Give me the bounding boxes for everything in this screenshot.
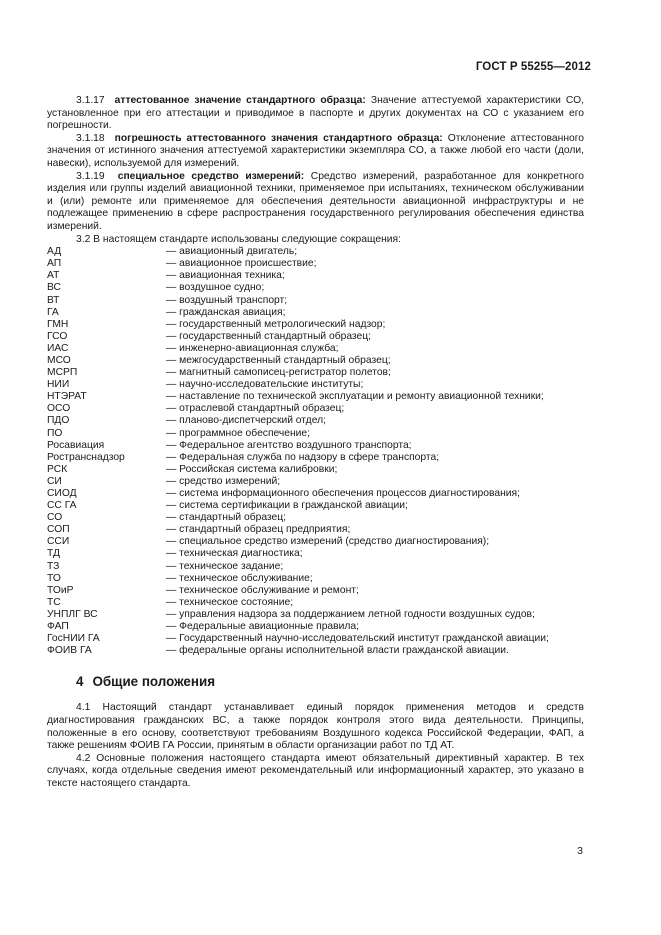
abbreviations-list [47,246,584,657]
section-number: 4 [76,674,84,690]
abbreviation-key: ИАС [47,342,69,354]
abbreviation-key: АТ [47,270,60,282]
abbreviation-key: ФАП [47,621,69,633]
abbreviation-value: — наставление по технической эксплуатации и ремонту авиационной техники; [166,391,544,403]
abbreviation-row [47,476,584,488]
abbreviation-value: — техническое обслуживание; [166,572,313,584]
definition-3-1-19 [47,171,584,234]
abbreviation-key: ГМН [47,318,69,330]
page-content [47,95,584,790]
abbreviation-row [47,295,584,307]
abbreviation-row [47,415,584,427]
abbreviation-value: — авиационный двигатель; [166,246,298,258]
abbreviation-value: — научно-исследовательские институты; [166,379,364,391]
abbreviation-row [47,609,584,621]
abbreviation-key: ГСО [47,330,68,342]
abbreviation-value: — специальное средство измерений (средство диагностирования); [166,536,490,548]
section-paragraph: 4.1 Настоящий стандарт устанавливает единый порядок применения методов и средств диагностирования гражданских ВС, а также порядок контроля этого вида деятельности. Принципы, положенные в его основу, соответствуют требованиям Воздушного кодекса Российской Федерации, ФАП, а также решениям ФОИВ ГА России, принятым в области организации работ по ТД АТ. [47,702,584,752]
abbreviation-value: — система сертификации в гражданской авиации; [166,500,408,512]
definition-text: Отклонение аттестованного значения от истинного значения аттестуемой характеристики экземпляра СО, а также любой его части (доли, навески), используемой для измерений. [47,132,584,169]
abbreviation-row [47,645,584,657]
section-heading [76,674,584,690]
abbreviation-key: ПДО [47,415,70,427]
abbreviation-key: СИОД [47,488,77,499]
abbreviation-value: — Российская система калибровки; [166,463,338,475]
abbreviation-row [47,500,584,512]
abbreviation-row [47,440,584,452]
abbreviation-row [47,428,584,440]
abbreviation-value: — авиационная техника; [166,270,285,282]
abbreviation-value: — отраслевой стандартный образец; [166,403,345,415]
abbreviation-row [47,621,584,633]
abbreviation-value: — гражданская авиация; [166,306,286,318]
abbreviation-key: СС ГА [47,500,77,512]
abbreviation-row [47,258,584,270]
page-number: 3 [577,845,583,857]
abbreviation-row [47,282,584,294]
abbreviation-row [47,355,584,367]
abbreviation-row [47,246,584,258]
abbreviation-key: Ространснадзор [47,451,125,463]
abbreviation-row [47,512,584,524]
abbreviation-row [47,307,584,319]
definition-term: аттестованное значение стандартного образца: [114,95,366,106]
abbreviation-key: ТД [47,548,60,560]
abbreviation-row [47,319,584,331]
abbreviation-key: ГосНИИ ГА [47,633,100,645]
abbreviation-row [47,488,584,500]
abbreviation-value: — магнитный самописец-регистратор полетов; [166,367,391,379]
abbreviation-key: СО [47,512,63,524]
abbreviation-row [47,536,584,548]
abbreviation-key: УНПЛГ ВС [47,608,98,620]
abbreviation-key: Росавиация [47,439,105,451]
abbreviation-row [47,367,584,379]
abbreviation-key: ФОИВ ГА [47,645,92,657]
abbreviation-value: — инженерно-авиационная служба; [166,342,339,354]
abbreviation-key: АП [47,258,62,270]
abbreviation-key: ТС [47,596,61,608]
abbreviation-key: ТОиР [47,584,74,596]
abbreviation-value: — стандартный образец предприятия; [166,524,351,536]
document-number-header: ГОСТ Р 55255—2012 [475,61,591,73]
abbreviation-value: — федеральные органы исполнительной власти гражданской авиации. [166,645,509,657]
abbreviation-value: — авиационное происшествие; [166,258,317,270]
abbreviation-key: СОП [47,524,70,536]
abbreviation-key: НТЭРАТ [47,391,87,403]
abbreviation-key: АД [47,246,62,258]
abbreviation-key: ГА [47,306,59,318]
abbreviation-value: — государственный стандартный образец; [166,330,372,342]
abbreviation-value: — Федеральная служба по надзору в сфере транспорта; [166,451,440,463]
abbreviation-row [47,343,584,355]
abbreviation-value: — планово-диспетчерский отдел; [166,415,326,427]
definition-3-1-17 [47,95,584,133]
abbreviation-key: ВТ [47,294,60,306]
abbreviation-value: — Федеральное агентство воздушного транспорта; [166,439,412,451]
abbreviation-key: МСРП [47,367,78,379]
definition-number: 3.1.18 [76,132,105,144]
abbreviation-key: СИ [47,475,62,487]
abbreviation-value: — государственный метрологический надзор; [166,318,386,330]
abbreviation-value: — управления надзора за поддержанием летной годности воздушных судов; [166,608,535,620]
abbreviation-row [47,548,584,560]
abbreviation-row [47,391,584,403]
abbreviation-value: — техническое обслуживание и ремонт; [166,584,359,596]
abbreviation-row [47,403,584,415]
abbreviation-row [47,561,584,573]
abbreviations-intro: 3.2 В настоящем стандарте использованы следующие сокращения: [76,233,401,245]
abbreviation-value: — средство измерений; [166,475,281,487]
definition-number: 3.1.17 [76,95,105,106]
abbreviation-key: ТЗ [47,560,60,572]
abbreviation-value: — техническое задание; [166,560,284,572]
abbreviation-key: ТО [47,572,61,584]
abbreviation-value: — техническая диагностика; [166,548,303,560]
abbreviation-key: МСО [47,354,71,366]
abbreviation-key: ССИ [47,536,70,548]
abbreviation-value: — стандартный образец; [166,512,287,524]
abbreviation-key: ОСО [47,403,71,415]
abbreviation-value: — система информационного обеспечения процессов диагностирования; [166,488,520,499]
abbreviation-row [47,585,584,597]
abbreviation-row [47,524,584,536]
definition-number: 3.1.19 [76,170,105,182]
abbreviation-value: — Федеральные авиационные правила; [166,621,359,633]
abbreviation-row [47,464,584,476]
abbreviation-value: — воздушное судно; [166,282,265,294]
abbreviation-value: — Государственный научно-исследовательский институт гражданской авиации; [166,633,549,645]
abbreviation-row [47,270,584,282]
abbreviation-row [47,452,584,464]
abbreviation-row [47,331,584,343]
abbreviation-key: ВС [47,282,61,294]
abbreviation-value: — межгосударственный стандартный образец; [166,354,391,366]
abbreviation-row [47,379,584,391]
abbreviation-row [47,633,584,645]
definition-text: Средство измерений, разработанное для конкретного изделия или группы изделий авиационной техники, применяемое при испытаниях, техническом обслуживании и (или) ремонте или применяемое для обеспечения деятельности авиационной инфраструктуры и не подлежащее применению в сфере распространения государственного регулирования обеспечения единства измерений. [47,170,584,232]
abbreviation-key: НИИ [47,379,70,391]
definition-3-1-18 [47,133,584,171]
abbreviation-value: — техническое состояние; [166,596,294,608]
abbreviation-key: ПО [47,427,63,439]
abbreviation-row [47,573,584,585]
definition-term: специальное средство измерений: [117,170,305,182]
section-title: Общие положения [92,674,216,690]
abbreviation-value: — воздушный транспорт; [166,294,288,306]
abbreviation-row [47,597,584,609]
abbreviation-key: РСК [47,463,68,475]
abbreviation-value: — программное обеспечение; [166,427,311,439]
definition-text: Значение аттестуемой характеристики СО, установленное при его аттестации и приводимое в паспорте и других документах на СО с указанием его погрешности. [47,95,584,132]
definition-term: погрешность аттестованного значения стандартного образца: [114,132,443,144]
section-paragraph: 4.2 Основные положения настоящего стандарта имеют обязательный директивный характер. В тех случаях, когда отдельные сведения имеют рекомендательный или информационный характер, это указано в тексте настоящего стандарта. [47,752,584,789]
